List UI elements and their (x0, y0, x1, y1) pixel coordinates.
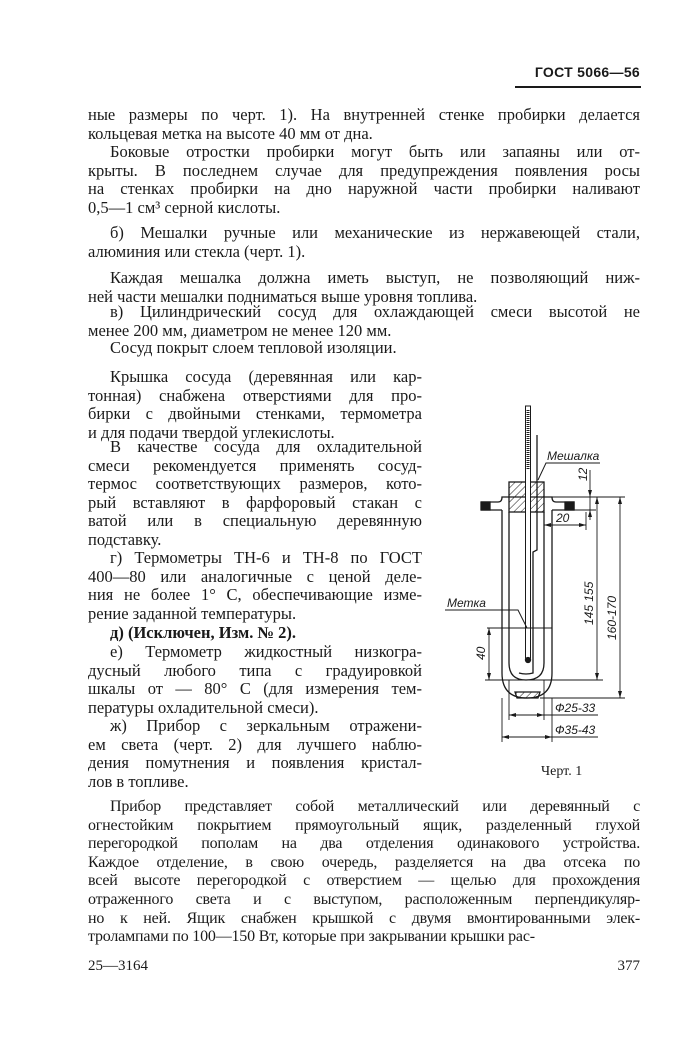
text-line: ем света (черт. 2) для лучшего наблю- (88, 734, 422, 754)
text-line: ней части мешалки подниматься выше уровня топлива. (88, 286, 478, 306)
text-line: подставку. (88, 529, 162, 549)
text-line: пературы охладительной смеси). (88, 697, 319, 717)
dim-mark-height: 40 (474, 646, 488, 660)
dim-inner-diameter: Ф25-33 (555, 701, 596, 715)
dim-total-height: 160-170 (605, 595, 619, 640)
dim-offset: 20 (556, 511, 570, 525)
text-line: Каждое отделение, в свою очередь, разделяется на два отсека по (88, 853, 640, 871)
text-line: алюминия или стекла (черт. 1). (88, 241, 306, 261)
standard-number: ГОСТ 5066—56 (534, 64, 640, 80)
text-line: термос соответствующих размеров, кото- (88, 474, 422, 494)
text-line: отраженного света и с выступом, расположенным перпендикуляр- (88, 890, 640, 908)
stirrer-label: Мешалка (547, 449, 600, 463)
text-line: крыты. В последнем случае для предупреждения появления росы (88, 160, 640, 180)
text-line: д) (Исключен, Изм. № 2). (110, 623, 297, 642)
text-line: рение заданной температуры. (88, 603, 297, 623)
text-line: ватой или в специальную деревянную (88, 511, 422, 531)
text-line: рый вставляют в фарфоровый стакан с (88, 492, 422, 512)
text-line: тролампами по 100—150 Вт, которые при закрывании крышки рас- (88, 928, 535, 946)
text-line: Прибор представляет собой металлический или деревянный с (110, 798, 640, 815)
text-line: кольцевая метка на высоте 40 мм от дна. (88, 123, 373, 143)
text-line: 400—80 или аналогичные с ценой деле- (88, 566, 422, 586)
text-line: ные размеры по черт. 1). На внутренней стенке пробирки делается (88, 105, 640, 124)
text-line: всей высоте перегородкой с отверстием — щелью для прохождения (88, 872, 640, 890)
dim-cap: 12 (576, 467, 590, 481)
text-line: дусный любого типа с градуировкой (88, 660, 422, 680)
mark-label: Метка (447, 596, 486, 610)
text-line: бирки с двойными стенками, термометра (88, 404, 422, 424)
text-line: В качестве сосуда для охладительной (110, 437, 422, 456)
text-line: Крышка сосуда (деревянная или кар- (110, 367, 422, 386)
text-line: перегородкой пополам на два отделения одинакового устройства. (88, 835, 640, 853)
text-line: 0,5—1 см³ серной кислоты. (88, 197, 281, 217)
text-line: Сосуд покрыт слоем тепловой изоляции. (110, 338, 397, 357)
text-line: огнестойким покрытием прямоугольный ящик, разделенный глухой (88, 816, 640, 834)
text-line: шкалы от — 80° С (для измерения тем- (88, 679, 422, 699)
dim-inner-height: 145 155 (582, 581, 596, 625)
text-line: б) Мешалки ручные или механические из нержавеющей стали, (110, 223, 640, 242)
text-line: в) Цилиндрический сосуд для охлаждающей смеси высотой не (110, 302, 640, 321)
tube-base (515, 692, 540, 698)
figure-caption: Черт. 1 (541, 764, 583, 779)
text-line: тонная) снабжена отверстиями для про- (88, 385, 422, 405)
text-line: лов в топливе. (88, 771, 189, 791)
text-line: смеси рекомендуется применять сосуд- (88, 455, 422, 475)
left-side-cap (481, 502, 490, 510)
text-line: но к ней. Ящик снабжен крышкой с двумя вмонтированными элек- (88, 909, 640, 927)
page-number: 377 (617, 958, 640, 974)
text-line: ния не более 1° С, обеспечивающие изме- (88, 585, 422, 605)
text-line: и для подачи твердой углекислоты. (88, 422, 335, 442)
text-line: дения помутнения и появления кристал- (88, 753, 422, 773)
print-signature: 25—3164 (88, 958, 148, 974)
text-line: менее 200 мм, диаметром не менее 120 мм. (88, 320, 392, 340)
right-side-cap (565, 502, 574, 510)
text-line: ж) Прибор с зеркальным отражени- (110, 716, 422, 735)
text-line: на стенках пробирки на дно наружной части пробирки наливают (88, 179, 640, 199)
text-line: Боковые отростки пробирки могут быть или запаяны или от- (110, 142, 640, 161)
text-line: Каждая мешалка должна иметь выступ, не позволяющий ниж- (110, 268, 640, 287)
dim-outer-diameter: Ф35-43 (555, 723, 596, 737)
text-line: г) Термометры ТН-6 и ТН-8 по ГОСТ (110, 548, 422, 567)
thermometer-bulb (526, 658, 531, 663)
thermometer (526, 406, 531, 658)
text-line: е) Термометр жидкостный низкогра- (110, 642, 422, 661)
